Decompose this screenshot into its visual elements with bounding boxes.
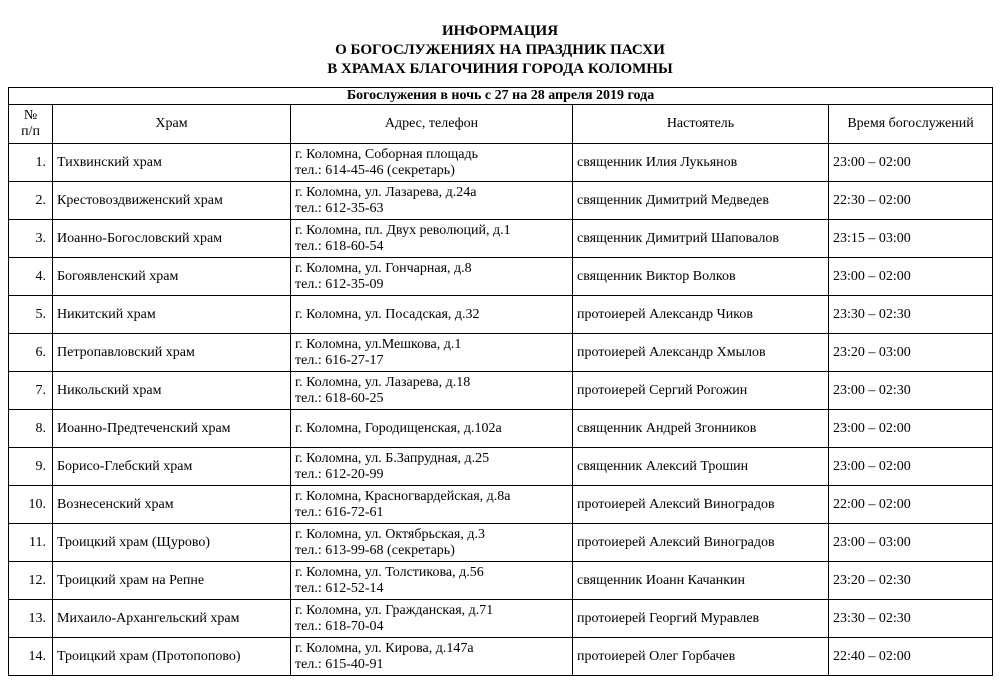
row-number: 11. xyxy=(9,524,53,562)
services-table xyxy=(8,87,993,676)
address-line: г. Коломна, ул. Б.Запрудная, д.25 xyxy=(295,451,490,466)
temple-name: Иоанно-Предтеченский храм xyxy=(53,410,291,448)
header-temple: Храм xyxy=(53,105,291,144)
rector-name: священник Димитрий Медведев xyxy=(573,182,829,220)
table-row xyxy=(9,296,993,334)
address-cell xyxy=(291,144,573,182)
table-row xyxy=(9,220,993,258)
service-time: 22:30 – 02:00 xyxy=(829,182,993,220)
table-row xyxy=(9,410,993,448)
service-time: 23:30 – 02:30 xyxy=(829,296,993,334)
temple-name: Троицкий храм (Щурово) xyxy=(53,524,291,562)
address-line: г. Коломна, ул. Гражданская, д.71 xyxy=(295,603,494,618)
temple-name: Богоявленский храм xyxy=(53,258,291,296)
row-number: 4. xyxy=(9,258,53,296)
address-cell xyxy=(291,600,573,638)
service-time: 23:30 – 02:30 xyxy=(829,600,993,638)
address-line: г. Коломна, ул. Гончарная, д.8 xyxy=(295,261,472,276)
title-line-3: В ХРАМАХ БЛАГОЧИНИЯ ГОРОДА КОЛОМНЫ xyxy=(327,61,673,77)
table-row xyxy=(9,144,993,182)
service-time: 23:00 – 03:00 xyxy=(829,524,993,562)
phone-line: тел.: 612-35-09 xyxy=(295,277,384,292)
table-row xyxy=(9,258,993,296)
header-num xyxy=(9,105,53,144)
temple-name: Борисо-Глебский храм xyxy=(53,448,291,486)
phone-line: тел.: 615-40-91 xyxy=(295,657,384,672)
phone-line: тел.: 618-60-25 xyxy=(295,391,384,406)
header-num-line1: № xyxy=(23,108,38,123)
phone-line: тел.: 614-45-46 (секретарь) xyxy=(295,163,455,178)
address-line: г. Коломна, ул. Посадская, д.32 xyxy=(295,307,480,322)
phone-line: тел.: 618-70-04 xyxy=(295,619,384,634)
temple-name: Михаило-Архангельский храм xyxy=(53,600,291,638)
row-number: 12. xyxy=(9,562,53,600)
service-time: 23:00 – 02:00 xyxy=(829,258,993,296)
rector-name: протоиерей Олег Горбачев xyxy=(573,638,829,676)
phone-line: тел.: 613-99-68 (секретарь) xyxy=(295,543,455,558)
service-time: 22:00 – 02:00 xyxy=(829,486,993,524)
temple-name: Никитский храм xyxy=(53,296,291,334)
service-time: 23:00 – 02:00 xyxy=(829,410,993,448)
table-row xyxy=(9,638,993,676)
row-number: 1. xyxy=(9,144,53,182)
temple-name: Тихвинский храм xyxy=(53,144,291,182)
address-cell xyxy=(291,182,573,220)
address-cell xyxy=(291,486,573,524)
row-number: 9. xyxy=(9,448,53,486)
phone-line: тел.: 612-20-99 xyxy=(295,467,384,482)
table-row xyxy=(9,448,993,486)
phone-line: тел.: 618-60-54 xyxy=(295,239,384,254)
phone-line: тел.: 616-72-61 xyxy=(295,505,384,520)
address-cell xyxy=(291,334,573,372)
table-row xyxy=(9,562,993,600)
header-rector: Настоятель xyxy=(573,105,829,144)
address-line: г. Коломна, пл. Двух революций, д.1 xyxy=(295,223,511,238)
table-subtitle-row xyxy=(9,88,993,105)
address-line: г. Коломна, ул. Кирова, д.147а xyxy=(295,641,474,656)
rector-name: протоиерей Алексий Виноградов xyxy=(573,486,829,524)
row-number: 8. xyxy=(9,410,53,448)
temple-name: Никольский храм xyxy=(53,372,291,410)
header-num-line2: п/п xyxy=(21,124,40,139)
row-number: 10. xyxy=(9,486,53,524)
address-cell xyxy=(291,296,573,334)
temple-name: Троицкий храм на Репне xyxy=(53,562,291,600)
service-time: 22:40 – 02:00 xyxy=(829,638,993,676)
row-number: 6. xyxy=(9,334,53,372)
rector-name: протоиерей Александр Чиков xyxy=(573,296,829,334)
rector-name: священник Андрей Згонников xyxy=(573,410,829,448)
address-cell xyxy=(291,410,573,448)
service-time: 23:20 – 03:00 xyxy=(829,334,993,372)
table-row xyxy=(9,372,993,410)
header-address: Адрес, телефон xyxy=(291,105,573,144)
rector-name: священник Илия Лукьянов xyxy=(573,144,829,182)
table-row xyxy=(9,600,993,638)
phone-line: тел.: 616-27-17 xyxy=(295,353,384,368)
temple-name: Вознесенский храм xyxy=(53,486,291,524)
service-time: 23:00 – 02:00 xyxy=(829,448,993,486)
address-cell xyxy=(291,524,573,562)
title-line-2: О БОГОСЛУЖЕНИЯХ НА ПРАЗДНИК ПАСХИ xyxy=(335,42,665,58)
address-line: г. Коломна, Красногвардейская, д.8а xyxy=(295,489,511,504)
address-cell xyxy=(291,220,573,258)
title-line-1: ИНФОРМАЦИЯ xyxy=(441,23,559,39)
service-time: 23:15 – 03:00 xyxy=(829,220,993,258)
rector-name: протоиерей Алексий Виноградов xyxy=(573,524,829,562)
rector-name: священник Димитрий Шаповалов xyxy=(573,220,829,258)
table-row xyxy=(9,334,993,372)
row-number: 7. xyxy=(9,372,53,410)
table-header-row xyxy=(9,105,993,144)
address-cell xyxy=(291,372,573,410)
document-title xyxy=(0,22,1000,79)
table-row xyxy=(9,182,993,220)
service-time: 23:00 – 02:00 xyxy=(829,144,993,182)
temple-name: Петропавловский храм xyxy=(53,334,291,372)
header-time: Время богослужений xyxy=(829,105,993,144)
service-time: 23:20 – 02:30 xyxy=(829,562,993,600)
address-cell xyxy=(291,638,573,676)
row-number: 2. xyxy=(9,182,53,220)
service-time: 23:00 – 02:30 xyxy=(829,372,993,410)
rector-name: протоиерей Александр Хмылов xyxy=(573,334,829,372)
table-row xyxy=(9,486,993,524)
row-number: 13. xyxy=(9,600,53,638)
rector-name: священник Алексий Трошин xyxy=(573,448,829,486)
row-number: 3. xyxy=(9,220,53,258)
address-line: г. Коломна, ул. Октябрьская, д.3 xyxy=(295,527,485,542)
row-number: 5. xyxy=(9,296,53,334)
temple-name: Крестовоздвиженский храм xyxy=(53,182,291,220)
row-number: 14. xyxy=(9,638,53,676)
address-line: г. Коломна, ул. Лазарева, д.18 xyxy=(295,375,471,390)
address-cell xyxy=(291,562,573,600)
temple-name: Троицкий храм (Протопопово) xyxy=(53,638,291,676)
address-cell xyxy=(291,258,573,296)
phone-line: тел.: 612-35-63 xyxy=(295,201,384,216)
rector-name: священник Иоанн Качанкин xyxy=(573,562,829,600)
phone-line: тел.: 612-52-14 xyxy=(295,581,384,596)
address-line: г. Коломна, ул.Мешкова, д.1 xyxy=(295,337,462,352)
address-line: г. Коломна, Городищенская, д.102а xyxy=(295,421,502,436)
rector-name: священник Виктор Волков xyxy=(573,258,829,296)
address-line: г. Коломна, Соборная площадь xyxy=(295,147,478,162)
address-line: г. Коломна, ул. Толстикова, д.56 xyxy=(295,565,484,580)
address-cell xyxy=(291,448,573,486)
temple-name: Иоанно-Богословский храм xyxy=(53,220,291,258)
address-line: г. Коломна, ул. Лазарева, д.24а xyxy=(295,185,477,200)
rector-name: протоиерей Георгий Муравлев xyxy=(573,600,829,638)
table-subtitle: Богослужения в ночь с 27 на 28 апреля 2019 года xyxy=(9,88,993,105)
table-row xyxy=(9,524,993,562)
rector-name: протоиерей Сергий Рогожин xyxy=(573,372,829,410)
